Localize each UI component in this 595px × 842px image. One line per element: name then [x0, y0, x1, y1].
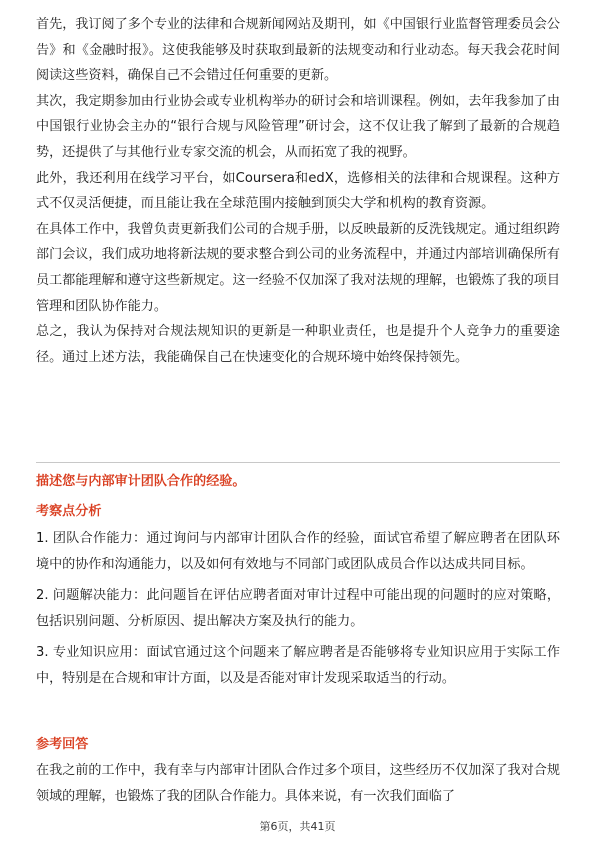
analysis-heading: 考察点分析	[36, 504, 102, 519]
question-title: 描述您与内部审计团队合作的经验。	[36, 474, 246, 489]
paragraph-seminars: 其次，我定期参加由行业协会或专业机构举办的研讨会和培训课程。例如，去年我参加了由中国银行业协会主办的“银行合规与风险管理”研讨会，这不仅让我了解到了最新的合规趋势，还提供了与其他行业专家交流的机会，从而拓宽了我的视野。	[36, 93, 560, 160]
paragraph-subscriptions: 首先，我订阅了多个专业的法律和合规新闻网站及期刊，如《中国银行业监督管理委员会公告》和《金融时报》。这使我能够及时获取到最新的法规变动和行业动态。每天我会花时间阅读这些资料，确保自己不会错过任何重要的更新。	[36, 17, 560, 84]
section-divider	[36, 462, 560, 463]
analysis-item-teamwork: 1. 团队合作能力：通过询问与内部审计团队合作的经验，面试官希望了解应聘者在团队环境中的协作和沟通能力，以及如何有效地与不同部门或团队成员合作以达成共同目标。	[36, 531, 560, 572]
analysis-list	[36, 526, 560, 698]
body-text	[36, 12, 560, 370]
answer-body	[36, 758, 560, 809]
paragraph-online-learning: 此外，我还利用在线学习平台，如Coursera和edX，选修相关的法律和合规课程。这种方式不仅灵活便捷，而且能让我在全球范围内接触到顶尖大学和机构的教育资源。	[36, 170, 560, 212]
answer-heading: 参考回答	[36, 737, 89, 752]
paragraph-conclusion: 总之，我认为保持对合规法规知识的更新是一种职业责任，也是提升个人竞争力的重要途径。通过上述方法，我能确保自己在快速变化的合规环境中始终保持领先。	[36, 324, 560, 365]
paragraph-work-example: 在具体工作中，我曾负责更新我们公司的合规手册，以反映最新的反洗钱规定。通过组织跨部门会议，我们成功地将新法规的要求整合到公司的业务流程中，并通过内部培训确保所有员工都能理解和遵守这些新规定。这一经验不仅加深了我对法规的理解，也锻炼了我的项目管理和团队协作能力。	[36, 221, 560, 314]
analysis-item-problem-solving: 2. 问题解决能力：此问题旨在评估应聘者面对审计过程中可能出现的问题时的应对策略，包括识别问题、分析原因、提出解决方案及执行的能力。	[36, 588, 560, 629]
answer-paragraph: 在我之前的工作中，我有幸与内部审计团队合作过多个项目，这些经历不仅加深了我对合规领域的理解，也锻炼了我的团队合作能力。具体来说，有一次我们面临了	[36, 763, 560, 804]
analysis-item-expertise: 3. 专业知识应用：面试官通过这个问题来了解应聘者是否能够将专业知识应用于实际工作中，特别是在合规和审计方面，以及是否能对审计发现采取适当的行动。	[36, 645, 560, 686]
page-number: 第6页，共41页	[259, 820, 336, 833]
